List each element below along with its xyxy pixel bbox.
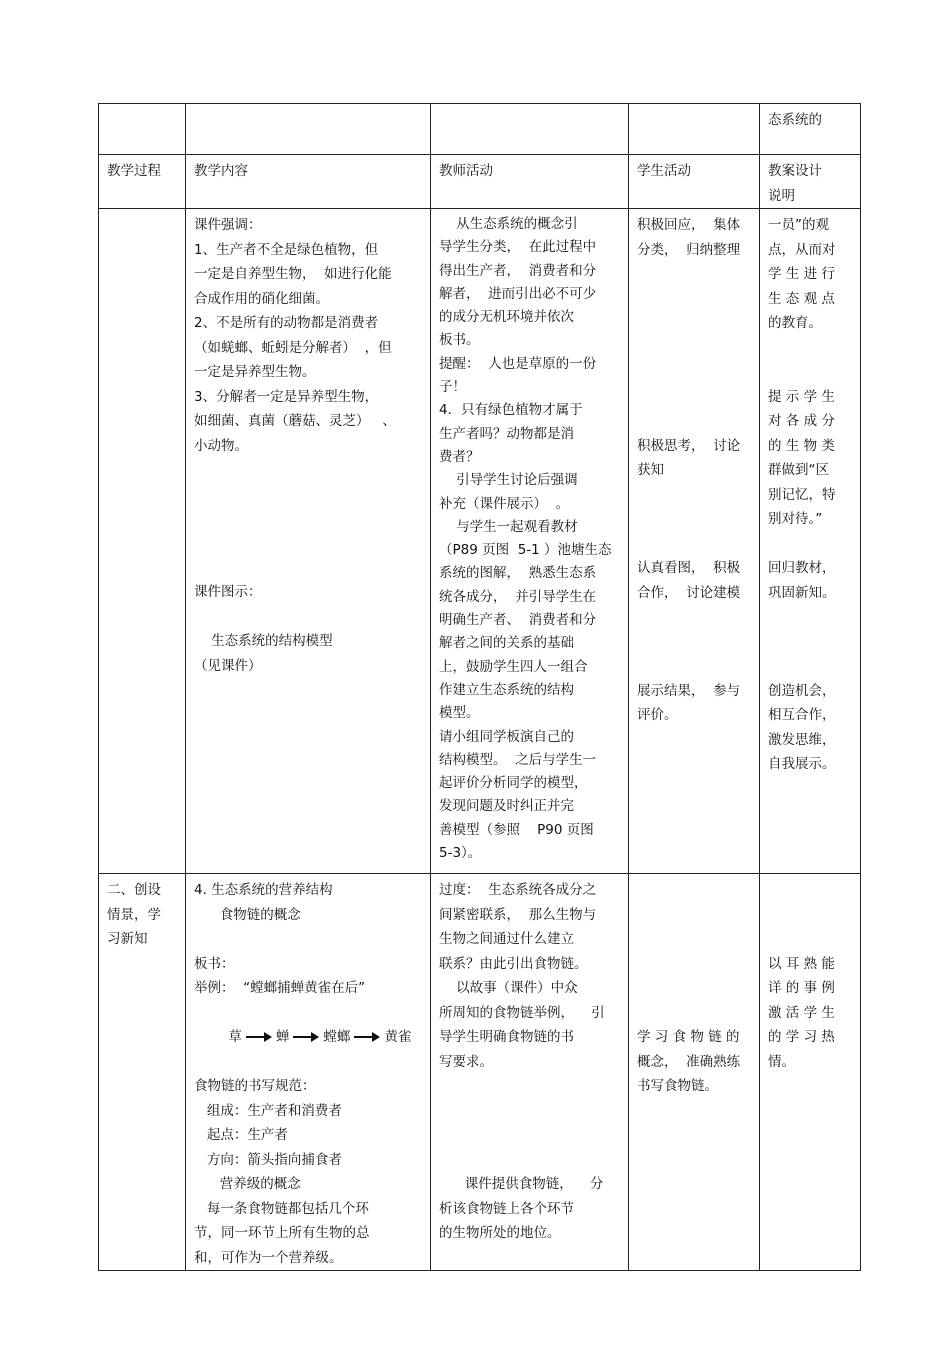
text-line: 的 生 物 类 [768, 437, 835, 454]
text-line: 生 态 观 点 [768, 290, 835, 307]
arrow-icon [354, 1032, 380, 1042]
text-line: 写要求。 [439, 1053, 493, 1070]
text-line: 统各成分， 并引导学生在 [439, 588, 597, 605]
text-line: 方向：箭头指向捕食者 [194, 1151, 342, 1168]
cell-design-b [760, 874, 861, 1271]
text-line [768, 630, 852, 655]
content-emphasis [194, 213, 422, 458]
text-line [637, 385, 751, 410]
text-line: 别记忆，特 [768, 486, 836, 503]
text-line: 发现问题及时纠正并完 [439, 798, 574, 815]
text-line [768, 878, 852, 903]
text-line: 学 习 食 物 链 的 [637, 1029, 740, 1045]
text-line: 与学生一起观看教材 [439, 518, 578, 535]
text-line: 小动物。 [194, 437, 248, 454]
text-line [439, 1074, 620, 1099]
text-line: 引导学生讨论后强调 [439, 472, 578, 489]
cell-top-3 [431, 104, 629, 155]
text-line [637, 262, 751, 287]
text-line: 板书： [194, 955, 235, 972]
student-activity-a [637, 213, 751, 728]
text-line: 分类， 归纳整理 [637, 241, 741, 258]
text-line: 所周知的食物链举例， 引 [439, 1004, 605, 1021]
text-line: 二、创设 [107, 882, 161, 898]
text-line: 解者， 进而引出必不可少 [439, 285, 597, 302]
text-line: 从生态系统的概念引 [439, 216, 578, 232]
text-line: 食物链的概念 [194, 906, 301, 923]
text-line: 板书。 [439, 332, 480, 349]
text-line: 导学生明确食物链的书 [439, 1029, 574, 1045]
text-line: 生产者吗？动物都是消 [439, 425, 574, 442]
text-line: 3、分解者一定是异养型生物， [194, 388, 379, 405]
process-step-title [107, 878, 177, 952]
text-line: 习新知 [107, 931, 148, 947]
cell-design-a [760, 209, 861, 874]
text-line: 2、不是所有的动物都是消费者 [194, 315, 379, 331]
text-line: 和，可作为一个营养级。 [194, 1249, 343, 1266]
text-line: 的生物所处的地位。 [439, 1225, 561, 1241]
text-line [768, 336, 852, 361]
text-line: 4．只有绿色植物才属于 [439, 402, 583, 419]
text-line: （见课件） [194, 657, 262, 674]
text-line: 生物之间通过什么建立 [439, 931, 574, 947]
chain-node-grass: 草 [228, 1029, 242, 1045]
table-header-row [99, 155, 861, 209]
text-line: 联系？由此引出食物链。 [439, 955, 588, 972]
text-line: 得出生产者， 消费者和分 [439, 262, 597, 279]
text-line [439, 1123, 620, 1148]
cell-process-a [99, 209, 186, 874]
table-row-continuation [99, 104, 861, 155]
text-line [637, 878, 751, 903]
text-line: 提 示 学 生 [768, 388, 835, 405]
text-line [637, 654, 751, 679]
text-line [768, 360, 852, 385]
text-line: 巩固新知。 [768, 584, 836, 601]
text-line: 1、生产者不全是绿色植物，但 [194, 241, 379, 258]
cell-top-1 [99, 104, 186, 155]
text-line: 过度： 生态系统各成分之 [439, 882, 597, 898]
text-line: 的成分无机环境并依次 [439, 309, 574, 326]
arrow-icon [293, 1032, 319, 1042]
content-food-chain-top [194, 878, 422, 1001]
text-line: 系统的图解， 熟悉生态系 [439, 565, 597, 582]
chain-node-oriole: 黄雀 [384, 1029, 412, 1045]
text-line: 的 学 习 热 [768, 1029, 835, 1045]
text-line [637, 927, 751, 952]
text-line [439, 1099, 620, 1124]
text-line [637, 903, 751, 928]
chain-node-cicada: 蝉 [275, 1029, 290, 1045]
cell-teacher-a [431, 209, 629, 874]
text-line [768, 927, 852, 952]
text-line: 创造机会， [768, 682, 836, 699]
text-line: 上，鼓励学生四人一组合 [439, 658, 588, 675]
text-line: 课件图示： [194, 584, 262, 600]
cell-top-2 [186, 104, 431, 155]
cell-teacher-b [431, 874, 629, 1271]
text-line [637, 1001, 751, 1026]
text-line: 展示结果， 参与 [637, 682, 741, 699]
header-design: 教案设计说明 [760, 155, 861, 209]
header-content: 教学内容 [186, 155, 431, 209]
cell-content-a [186, 209, 431, 874]
cell-content-b [186, 874, 431, 1271]
text-line [768, 605, 852, 630]
header-process: 教学过程 [99, 155, 186, 209]
text-line [768, 654, 852, 679]
text-line: （P89 页图 5-1 ）池塘生态 [439, 542, 612, 559]
text-line: 一定是异养型生物。 [194, 364, 316, 380]
text-line: 课件强调： [194, 217, 262, 233]
text-line: 书写食物链。 [637, 1078, 718, 1094]
text-line: 课件提供食物链， 分 [439, 1176, 604, 1192]
text-line: 激 活 学 生 [768, 1004, 835, 1021]
text-line: 善模型（参照 P90 页图 [439, 821, 594, 838]
text-line: 费者？ [439, 448, 480, 465]
text-line: 提醒： 人也是草原的一份 [439, 355, 597, 372]
text-line: 请小组同学板演自己的 [439, 728, 574, 745]
text-line: 以故事（课件）中众 [439, 980, 578, 996]
text-line: 激发思维， [768, 731, 836, 748]
text-line: 积极回应， 集体 [637, 217, 741, 233]
text-line: 解者之间的关系的基础 [439, 635, 574, 652]
text-line [768, 532, 852, 557]
text-line: 起评价分析同学的模型， [439, 775, 588, 792]
text-line: 积极思考， 讨论 [637, 437, 741, 454]
text-line: 以 耳 熟 能 [768, 955, 835, 972]
table-row-food-chain [99, 874, 861, 1271]
text-line [637, 483, 751, 508]
text-line: 组成：生产者和消费者 [194, 1102, 342, 1119]
text-line: 对 各 成 分 [768, 413, 835, 429]
text-line: 节，同一环节上所有生物的总 [194, 1225, 370, 1242]
text-line: 补充（课件展示） 。 [439, 495, 570, 512]
text-line: 析该食物链上各个环节 [439, 1200, 574, 1217]
text-line [637, 287, 751, 312]
text-line: 情。 [768, 1053, 795, 1070]
text-line: 情景，学 [107, 906, 161, 923]
text-line [637, 336, 751, 361]
arrow-icon [246, 1032, 272, 1042]
chain-node-mantis: 螳螂 [323, 1029, 351, 1045]
text-line [637, 605, 751, 630]
text-line: 明确生产者、 消费者和分 [439, 612, 597, 629]
text-line: 起点：生产者 [194, 1127, 288, 1144]
text-line: 自我展示。 [768, 756, 836, 772]
text-line: 如细菌、真菌（蘑菇、灵芝） 、 [194, 413, 396, 429]
text-line [194, 927, 422, 952]
text-line: 的教育。 [768, 315, 822, 331]
text-line: 作建立生态系统的结构 [439, 681, 574, 698]
header-teacher: 教师活动 [431, 155, 629, 209]
text-line: 一定是自养型生物， 如进行化能 [194, 266, 392, 282]
text-line: 举例： “螳螂捕蝉黄雀在后” [194, 980, 366, 996]
text-line: 导学生分类， 在此过程中 [439, 239, 597, 256]
text-line: 详 的 事 例 [768, 980, 835, 996]
design-note-a [768, 213, 852, 777]
text-line: 5-3）。 [439, 845, 482, 862]
header-student: 学生活动 [629, 155, 760, 209]
text-line: 别对待。” [768, 511, 823, 527]
text-line: 评价。 [637, 707, 678, 723]
food-chain-diagram [194, 1001, 422, 1075]
cell-student-a [629, 209, 760, 874]
text-line: 4. 生态系统的营养结构 [194, 882, 333, 898]
text-line: 模型。 [439, 705, 480, 722]
text-line [637, 976, 751, 1001]
table-row-structure [99, 209, 861, 874]
text-line: 获知 [637, 462, 664, 478]
text-line [637, 507, 751, 532]
text-line: 每一条食物链都包括几个环 [194, 1200, 369, 1217]
content-figure [194, 580, 422, 678]
text-line: 结构模型。 之后与学生一 [439, 751, 597, 768]
cell-top-4 [629, 104, 760, 155]
teacher-activity-b [439, 878, 620, 1246]
lesson-plan-table [98, 103, 861, 1271]
text-line [637, 952, 751, 977]
text-line: 营养级的概念 [194, 1176, 301, 1193]
text-line [768, 903, 852, 928]
cell-top-5: 态系统的 [760, 104, 861, 155]
text-line [194, 605, 422, 630]
text-line: 回归教材， [768, 560, 836, 576]
text-line: 概念， 准确熟练 [637, 1053, 741, 1070]
text-line: 群做到“区 [768, 462, 829, 478]
text-line: 子！ [439, 379, 466, 396]
text-line: 食物链的书写规范： [194, 1078, 316, 1095]
text-line: （如蜣螂、蚯蚓是分解者） ，但 [194, 339, 392, 356]
text-line [637, 532, 751, 557]
cell-student-b [629, 874, 760, 1271]
text-line [439, 1148, 620, 1173]
text-line [637, 360, 751, 385]
student-activity-b [637, 878, 751, 1099]
text-line [637, 630, 751, 655]
text-line: 合成作用的硝化细菌。 [194, 290, 329, 307]
text-line: 认真看图， 积极 [637, 560, 741, 576]
content-food-chain-bottom [194, 1074, 422, 1270]
teacher-activity-a [439, 213, 620, 865]
text-line: 生态系统的结构模型 [194, 633, 333, 649]
text-line: 间紧密联系， 那么生物与 [439, 906, 597, 923]
text-line [637, 409, 751, 434]
text-line: 一员”的观 [768, 217, 829, 233]
design-note-b [768, 878, 852, 1074]
text-line: 学 生 进 行 [768, 266, 835, 282]
text-line [637, 311, 751, 336]
text-line: 相互合作， [768, 707, 836, 723]
cell-process-b [99, 874, 186, 1271]
text-line: 合作， 讨论建模 [637, 584, 741, 601]
text-line: 点，从而对 [768, 241, 836, 258]
